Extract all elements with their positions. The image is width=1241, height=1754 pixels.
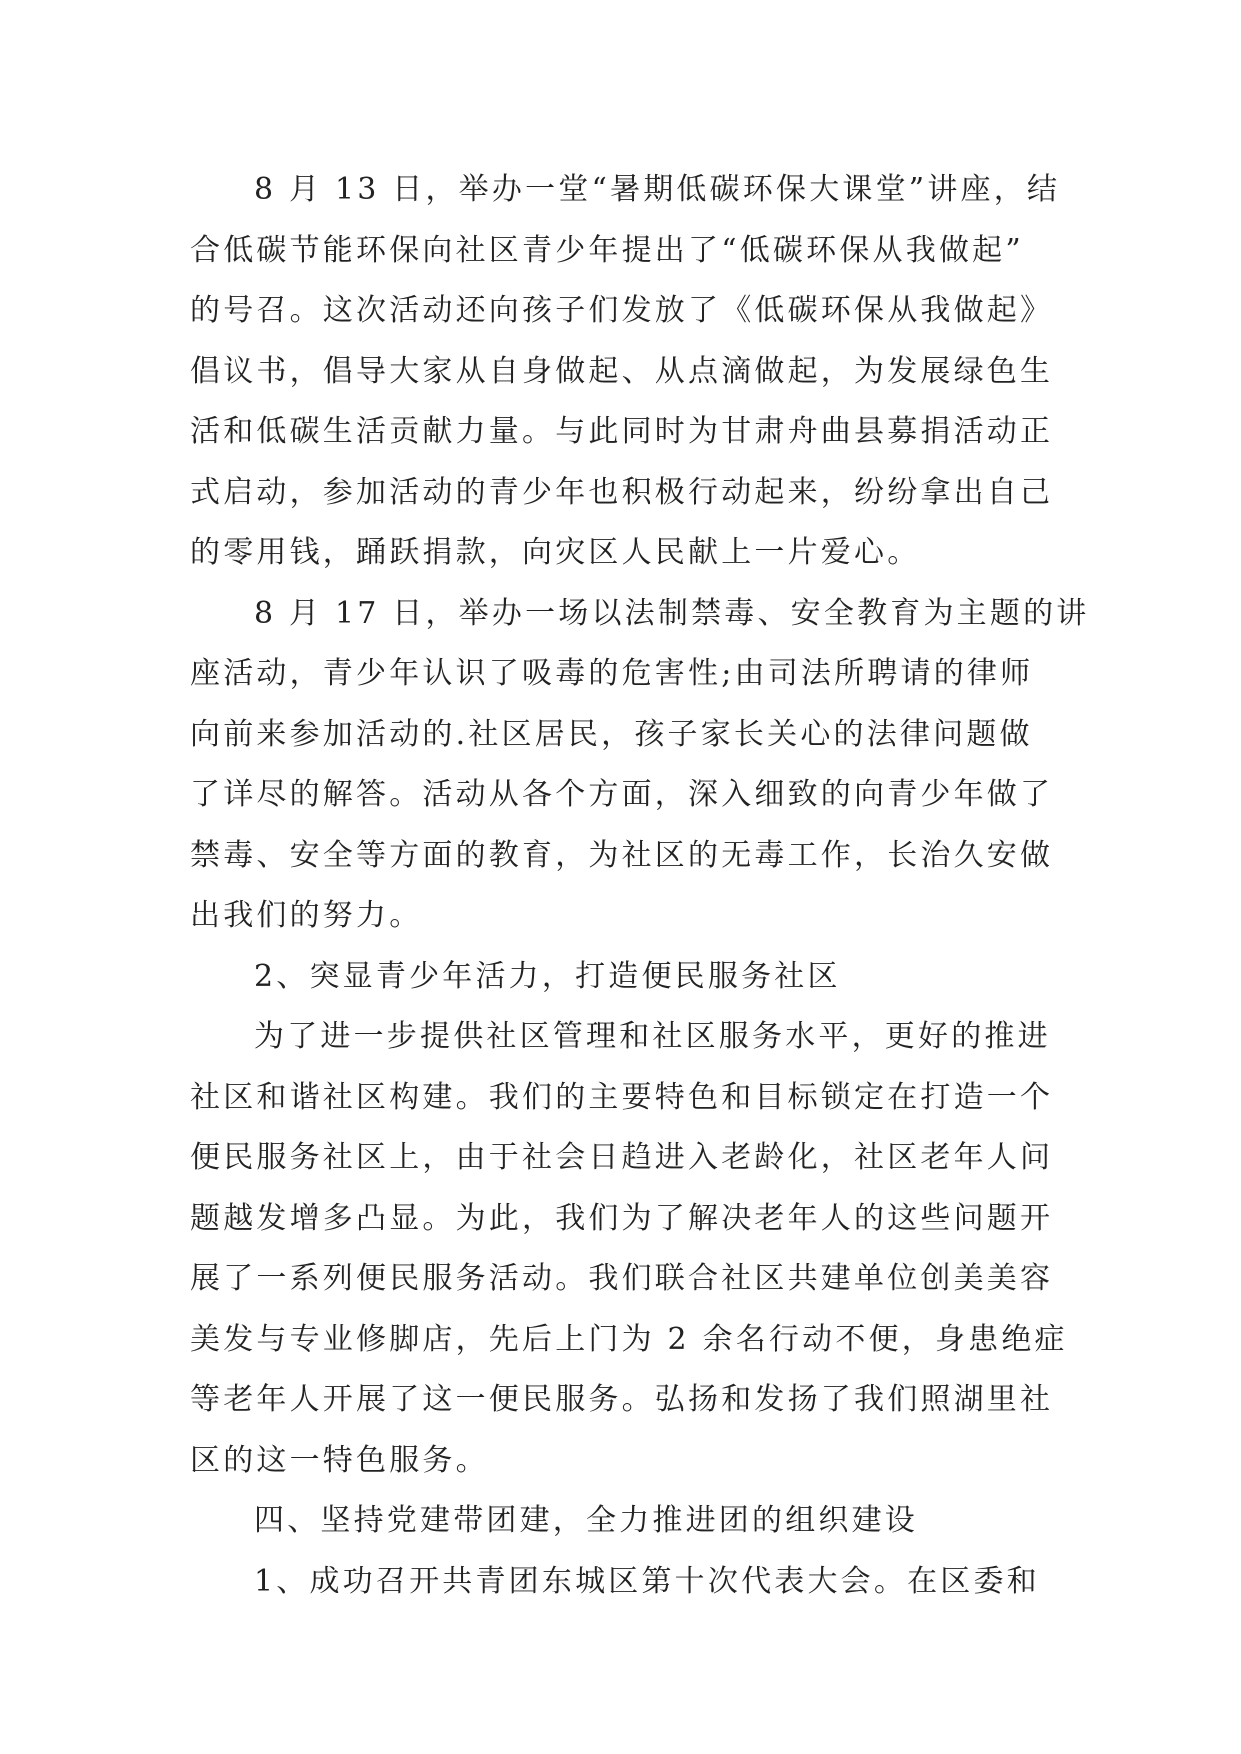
text-line: 区的这一特色服务。 — [190, 1442, 489, 1478]
text-line: 禁毒、安全等方面的教育，为社区的无毒工作，长治久安做 — [190, 837, 1054, 873]
text-line: 的零用钱，踊跃捐款，向灾区人民献上一片爱心。 — [190, 535, 921, 570]
text-line: 展了一系列便民服务活动。我们联合社区共建单位创美美容 — [190, 1261, 1054, 1296]
text-line: 四、坚持党建带团建，全力推进团的组织建设 — [254, 1503, 918, 1538]
text-line: 社区和谐社区构建。我们的主要特色和目标锁定在打造一个 — [190, 1079, 1054, 1115]
text-line: 式启动，参加活动的青少年也积极行动起来，纷纷拿出自己 — [190, 474, 1054, 510]
body-text — [190, 160, 1090, 1612]
text-line: 倡议书，倡导大家从自身做起、从点滴做起，为发展绿色生 — [190, 353, 1054, 389]
text-line: 出我们的努力。 — [190, 898, 423, 933]
text-line: 活和低碳生活贡献力量。与此同时为甘肃舟曲县募捐活动正 — [190, 414, 1054, 449]
text-line: 合低碳节能环保向社区青少年提出了“低碳环保从我做起” — [190, 232, 1024, 268]
text-line: 向前来参加活动的.社区居民，孩子家长关心的法律问题做 — [190, 716, 1033, 752]
text-line: 题越发增多凸显。为此，我们为了解决老年人的这些问题开 — [190, 1200, 1054, 1236]
text-line: 便民服务社区上，由于社会日趋进入老龄化，社区老年人问 — [190, 1140, 1054, 1175]
text-line: 美发与专业修脚店，先后上门为 2 余名行动不便，身患绝症 — [190, 1321, 1068, 1357]
text-line: 为了进一步提供社区管理和社区服务水平，更好的推进 — [254, 1019, 1051, 1054]
text-line: 1、成功召开共青团东城区第十次代表大会。在区委和 — [254, 1563, 1040, 1599]
text-line: 8 月 17 日，举办一场以法制禁毒、安全教育为主题的讲 — [254, 595, 1090, 631]
text-line: 等老年人开展了这一便民服务。弘扬和发扬了我们照湖里社 — [190, 1382, 1054, 1417]
text-line: 2、突显青少年活力，打造便民服务社区 — [254, 958, 841, 994]
text-line: 的号召。这次活动还向孩子们发放了《低碳环保从我做起》 — [190, 293, 1054, 328]
text-line: 了详尽的解答。活动从各个方面，深入细致的向青少年做了 — [190, 777, 1054, 812]
text-line: 座活动，青少年认识了吸毒的危害性;由司法所聘请的律师 — [190, 656, 1034, 691]
text-line: 8 月 13 日，举办一堂“暑期低碳环保大课堂”讲座，结 — [254, 172, 1061, 207]
